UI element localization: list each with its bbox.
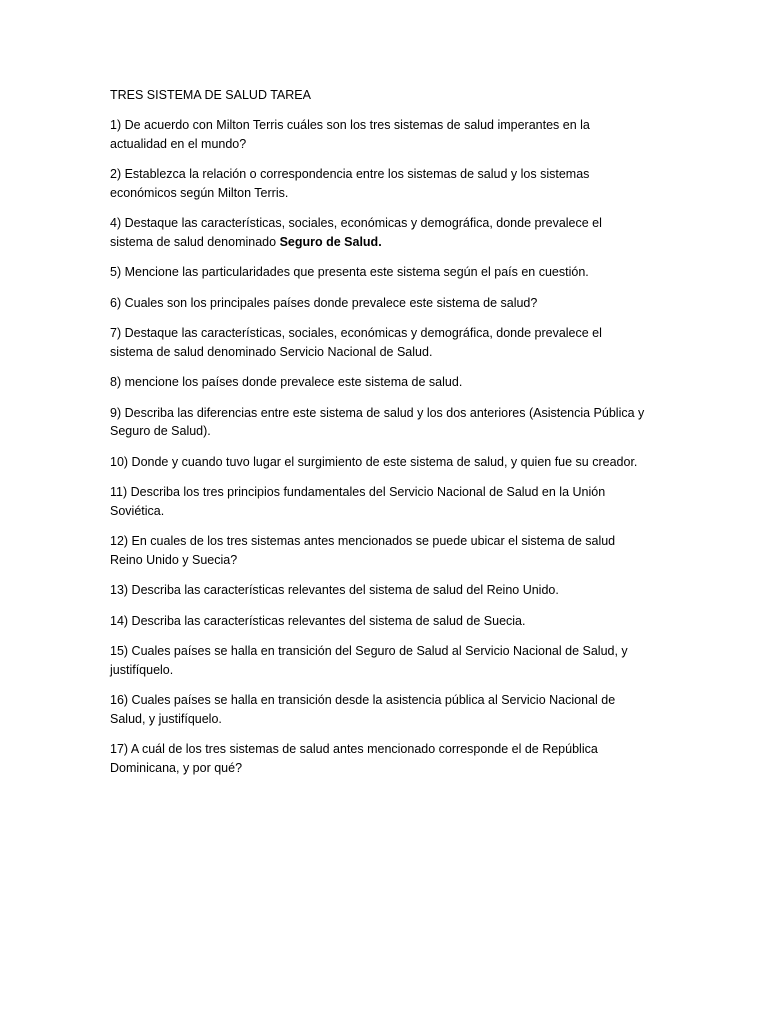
- question-2: [110, 165, 670, 202]
- question-9: [110, 404, 670, 441]
- question-5: [110, 263, 670, 282]
- question-15: [110, 642, 670, 679]
- question-4-line-2-text: sistema de salud denominado: [110, 234, 280, 249]
- question-7: [110, 324, 670, 361]
- question-14: [110, 612, 670, 631]
- question-8: [110, 373, 670, 392]
- question-13: [110, 581, 670, 600]
- question-5-line-1: 5) Mencione las particularidades que presenta este sistema según el país en cuestión.: [110, 265, 589, 279]
- question-2-line-1: 2) Establezca la relación o correspondencia entre los sistemas de salud y los sistemas: [110, 167, 590, 181]
- question-16: [110, 691, 670, 728]
- question-9-line-2: Seguro de Salud).: [110, 424, 211, 438]
- question-8-line-1: 8) mencione los países donde prevalece este sistema de salud.: [110, 375, 463, 389]
- question-7-line-2: sistema de salud denominado Servicio Nacional de Salud.: [110, 344, 433, 359]
- question-6-line-1: 6) Cuales son los principales países donde prevalece este sistema de salud?: [110, 295, 538, 310]
- question-17-line-1: 17) A cuál de los tres sistemas de salud antes mencionado corresponde el de República: [110, 742, 598, 756]
- question-4-line-2: [110, 233, 670, 252]
- question-4: [110, 214, 670, 251]
- question-16-line-2: Salud, y justifíquelo.: [110, 711, 222, 726]
- question-17-line-2: Dominicana, y por qué?: [110, 760, 243, 775]
- document-page: [110, 86, 670, 789]
- question-14-line-1: 14) Describa las características relevantes del sistema de salud de Suecia.: [110, 613, 526, 628]
- question-16-line-1: 16) Cuales países se halla en transición desde la asistencia pública al Servicio Nacional de: [110, 693, 616, 707]
- question-11-line-2: Soviética.: [110, 503, 165, 518]
- question-13-line-1: 13) Describa las características relevantes del sistema de salud del Reino Unido.: [110, 583, 559, 597]
- question-1-line-1: 1) De acuerdo con Milton Terris cuáles son los tres sistemas de salud imperantes en la: [110, 118, 590, 132]
- question-11-line-1: 11) Describa los tres principios fundamentales del Servicio Nacional de Salud en la Unión: [110, 485, 606, 499]
- question-7-line-1: 7) Destaque las características, sociales, económicas y demográfica, donde prevalece el: [110, 326, 602, 340]
- seguro-de-salud-bold-text: Seguro de Salud.: [279, 234, 382, 249]
- question-9-line-1: 9) Describa las diferencias entre este sistema de salud y los dos anteriores (Asistencia Pública y: [110, 405, 645, 420]
- question-1: [110, 116, 670, 153]
- question-4-line-1: 4) Destaque las características, sociales, económicas y demográfica, donde prevalece el: [110, 216, 602, 230]
- question-2-line-2: económicos según Milton Terris.: [110, 185, 289, 200]
- question-12-line-2: Reino Unido y Suecia?: [110, 552, 238, 567]
- question-12-line-1: 12) En cuales de los tres sistemas antes mencionados se puede ubicar el sistema de salud: [110, 534, 616, 548]
- question-17: [110, 740, 670, 777]
- question-11: [110, 483, 670, 520]
- document-title: TRES SISTEMA DE SALUD TAREA: [110, 88, 311, 102]
- question-15-line-2: justifíquelo.: [110, 662, 174, 677]
- question-12: [110, 532, 670, 569]
- question-1-line-2: actualidad en el mundo?: [110, 136, 247, 151]
- question-6: [110, 294, 670, 313]
- question-10: [110, 453, 670, 472]
- question-15-line-1: 15) Cuales países se halla en transición del Seguro de Salud al Servicio Nacional de Salud, y: [110, 644, 628, 658]
- question-10-line-1: 10) Donde y cuando tuvo lugar el surgimiento de este sistema de salud, y quien fue su creador.: [110, 454, 638, 469]
